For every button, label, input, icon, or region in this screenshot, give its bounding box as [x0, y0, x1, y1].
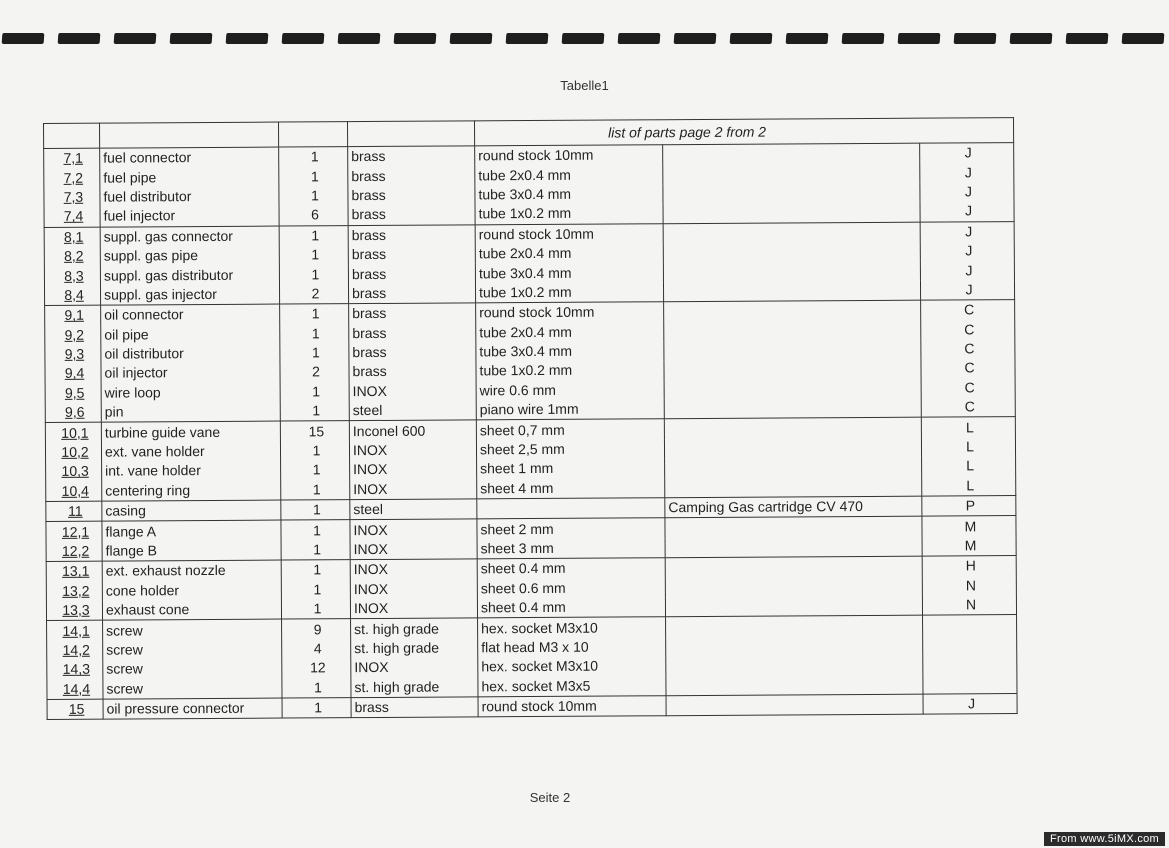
part-name-cell: oil pipe: [101, 324, 280, 344]
quantity-cell: 1: [279, 167, 348, 187]
part-name-cell: suppl. gas distributor: [100, 265, 279, 285]
material-cell: brass: [349, 303, 476, 324]
part-number-cell: 14,4: [47, 679, 103, 699]
supplier-code-cell: M: [922, 516, 1016, 536]
specification-cell: round stock 10mm: [478, 696, 666, 718]
part-name-cell: suppl. gas connector: [100, 226, 279, 247]
supplier-code-cell: L: [922, 476, 1016, 496]
part-number-cell: 10,3: [46, 462, 102, 482]
supplier-code-cell: [923, 635, 1017, 655]
part-number-cell: 10,4: [46, 481, 102, 501]
remark-cell: [664, 359, 921, 380]
material-cell: INOX: [350, 460, 477, 480]
specification-cell: tube 3x0.4 mm: [475, 263, 663, 284]
remark-cell: [665, 556, 922, 577]
part-number-cell: 14,1: [47, 621, 103, 641]
part-number-cell: 8,1: [44, 227, 100, 247]
part-name-cell: ext. vane holder: [101, 441, 280, 461]
supplier-code-cell: J: [920, 201, 1014, 221]
quantity-cell: 1: [282, 678, 351, 698]
supplier-code-cell: C: [921, 358, 1015, 378]
part-name-cell: screw: [103, 619, 282, 640]
remark-cell: [664, 378, 921, 399]
part-number-cell: 15: [47, 699, 103, 720]
part-name-cell: oil injector: [101, 363, 280, 383]
part-name-cell: fuel distributor: [100, 186, 279, 206]
specification-cell: tube 1x0.2 mm: [476, 361, 664, 382]
part-name-cell: flange B: [102, 540, 281, 561]
remark-cell: [665, 576, 922, 597]
material-cell: st. high grade: [351, 638, 478, 658]
remark-cell: [663, 163, 920, 184]
remark-cell: [666, 655, 923, 676]
material-cell: brass: [348, 205, 475, 226]
remark-cell: [663, 222, 920, 243]
part-number-cell: 12,1: [46, 522, 102, 542]
remark-cell: [663, 143, 920, 164]
supplier-code-cell: H: [922, 556, 1016, 576]
material-cell: INOX: [350, 598, 477, 619]
perforation-strip: [0, 33, 1169, 47]
remark-cell: [664, 418, 921, 439]
part-name-cell: fuel pipe: [100, 167, 279, 187]
supplier-code-cell: P: [922, 496, 1016, 517]
part-number-cell: 7,1: [44, 148, 100, 168]
remark-cell: [663, 280, 920, 301]
quantity-cell: 1: [280, 343, 349, 363]
part-number-cell: 14,2: [47, 640, 103, 660]
part-name-cell: pin: [101, 402, 280, 423]
quantity-cell: 12: [282, 658, 351, 678]
specification-cell: sheet 0,7 mm: [476, 419, 664, 440]
part-name-cell: exhaust cone: [102, 600, 281, 621]
remark-cell: [664, 398, 921, 419]
specification-cell: sheet 2 mm: [477, 518, 665, 539]
part-number-cell: 7,4: [44, 207, 100, 227]
specification-cell: sheet 0.6 mm: [477, 578, 665, 599]
specification-cell: sheet 1 mm: [477, 458, 665, 479]
material-cell: INOX: [349, 440, 476, 460]
specification-cell: [477, 498, 665, 520]
specification-cell: sheet 2,5 mm: [476, 439, 664, 460]
remark-cell: [665, 536, 922, 557]
part-name-cell: turbine guide vane: [101, 422, 280, 443]
quantity-cell: 1: [280, 382, 349, 402]
material-cell: brass: [348, 185, 475, 205]
supplier-code-cell: [923, 615, 1017, 635]
quantity-cell: 1: [281, 580, 350, 600]
remark-cell: [663, 261, 920, 282]
material-cell: st. high grade: [351, 677, 478, 698]
quantity-cell: 1: [280, 441, 349, 461]
supplier-code-cell: J: [920, 143, 1014, 163]
table-header-title: list of parts page 2 from 2: [608, 123, 767, 141]
material-cell: brass: [348, 166, 475, 186]
specification-cell: tube 1x0.2 mm: [475, 282, 663, 303]
part-name-cell: screw: [103, 659, 282, 679]
specification-cell: tube 2x0.4 mm: [476, 322, 664, 343]
quantity-cell: 1: [279, 245, 348, 265]
part-name-cell: oil connector: [101, 304, 280, 325]
material-cell: brass: [348, 244, 475, 264]
remark-cell: [664, 300, 921, 321]
part-number-cell: 9,4: [45, 364, 101, 384]
supplier-code-cell: J: [920, 260, 1014, 280]
supplier-code-cell: M: [922, 536, 1016, 556]
material-cell: INOX: [350, 519, 477, 540]
material-cell: brass: [348, 264, 475, 284]
part-number-cell: 10,1: [45, 423, 101, 443]
part-number-cell: 12,2: [46, 541, 102, 561]
remark-cell: [663, 202, 920, 223]
specification-cell: round stock 10mm: [475, 145, 663, 166]
supplier-code-cell: N: [922, 576, 1016, 596]
specification-cell: wire 0.6 mm: [476, 380, 664, 401]
part-name-cell: fuel connector: [100, 147, 279, 168]
material-cell: steel: [349, 400, 476, 421]
remark-cell: [664, 340, 921, 361]
part-name-cell: flange A: [102, 520, 281, 541]
part-number-cell: 8,4: [44, 285, 100, 305]
supplier-code-cell: C: [921, 397, 1015, 417]
quantity-cell: 1: [279, 225, 348, 245]
remark-cell: Camping Gas cartridge CV 470: [665, 496, 922, 518]
part-number-cell: 9,2: [45, 325, 101, 345]
quantity-cell: 1: [281, 520, 350, 540]
watermark: From www.5iMX.com: [1044, 832, 1165, 846]
remark-cell: [663, 242, 920, 263]
quantity-cell: 9: [282, 619, 351, 639]
quantity-cell: 1: [282, 698, 351, 719]
material-cell: INOX: [350, 559, 477, 580]
quantity-cell: 1: [281, 599, 350, 619]
material-cell: INOX: [350, 579, 477, 599]
quantity-cell: 1: [280, 324, 349, 344]
part-number-cell: 9,6: [45, 403, 101, 423]
supplier-code-cell: J: [920, 280, 1014, 300]
supplier-code-cell: N: [922, 595, 1016, 615]
part-name-cell: casing: [102, 500, 281, 521]
quantity-cell: 1: [280, 304, 349, 324]
material-cell: brass: [349, 323, 476, 343]
part-name-cell: screw: [103, 678, 282, 699]
material-cell: brass: [348, 224, 475, 245]
quantity-cell: 2: [279, 284, 348, 304]
remark-cell: [666, 635, 923, 656]
supplier-code-cell: C: [921, 300, 1015, 320]
specification-cell: tube 2x0.4 mm: [475, 165, 663, 186]
part-name-cell: centering ring: [102, 480, 281, 501]
material-cell: INOX: [349, 381, 476, 401]
quantity-cell: 1: [281, 460, 350, 480]
supplier-code-cell: C: [921, 339, 1015, 359]
quantity-cell: 1: [281, 540, 350, 560]
supplier-code-cell: C: [921, 378, 1015, 398]
supplier-code-cell: [923, 674, 1017, 694]
part-name-cell: fuel injector: [100, 206, 279, 227]
remark-cell: [665, 476, 922, 497]
specification-cell: sheet 4 mm: [477, 478, 665, 499]
specification-cell: tube 1x0.2 mm: [475, 203, 663, 224]
part-name-cell: int. vane holder: [102, 461, 281, 481]
part-name-cell: ext. exhaust nozzle: [102, 560, 281, 581]
part-number-cell: 7,3: [44, 187, 100, 207]
remark-cell: [665, 596, 922, 617]
part-number-cell: 9,1: [45, 305, 101, 325]
quantity-cell: 15: [280, 421, 349, 441]
material-cell: brass: [348, 146, 475, 167]
material-cell: INOX: [350, 479, 477, 500]
part-number-cell: 8,3: [44, 266, 100, 286]
part-number-cell: 11: [46, 501, 102, 522]
part-name-cell: wire loop: [101, 382, 280, 402]
supplier-code-cell: J: [920, 182, 1014, 202]
remark-cell: [666, 616, 923, 637]
part-number-cell: 10,2: [45, 443, 101, 463]
material-cell: brass: [351, 697, 478, 718]
specification-cell: round stock 10mm: [476, 302, 664, 323]
part-name-cell: suppl. gas pipe: [100, 246, 279, 266]
part-number-cell: 14,3: [47, 660, 103, 680]
quantity-cell: 1: [279, 186, 348, 206]
specification-cell: round stock 10mm: [475, 223, 663, 244]
quantity-cell: 1: [281, 560, 350, 580]
quantity-cell: 4: [282, 639, 351, 659]
specification-cell: piano wire 1mm: [476, 399, 664, 420]
part-name-cell: oil pressure connector: [103, 698, 282, 719]
part-name-cell: screw: [103, 639, 282, 659]
specification-cell: tube 2x0.4 mm: [475, 243, 663, 264]
part-number-cell: 7,2: [44, 168, 100, 188]
material-cell: brass: [349, 342, 476, 362]
parts-table: [43, 117, 1018, 720]
specification-cell: sheet 0.4 mm: [477, 597, 665, 618]
material-cell: INOX: [350, 539, 477, 560]
part-number-cell: 9,5: [45, 383, 101, 403]
supplier-code-cell: J: [920, 162, 1014, 182]
material-cell: brass: [348, 283, 475, 304]
page-footer: Seite 2: [529, 790, 571, 805]
supplier-code-cell: J: [920, 241, 1014, 261]
part-number-cell: 13,2: [46, 581, 102, 601]
quantity-cell: 1: [279, 264, 348, 284]
supplier-code-cell: C: [921, 320, 1015, 340]
material-cell: INOX: [351, 658, 478, 678]
quantity-cell: 1: [281, 480, 350, 500]
part-number-cell: 8,2: [44, 247, 100, 267]
material-cell: steel: [350, 499, 477, 520]
part-name-cell: oil distributor: [101, 343, 280, 363]
remark-cell: [666, 694, 923, 716]
quantity-cell: 1: [280, 401, 349, 421]
specification-cell: tube 3x0.4 mm: [475, 184, 663, 205]
remark-cell: [664, 437, 921, 458]
supplier-code-cell: L: [922, 456, 1016, 476]
material-cell: brass: [349, 362, 476, 382]
specification-cell: hex. socket M3x10: [478, 617, 666, 638]
part-name-cell: cone holder: [102, 580, 281, 600]
part-number-cell: 13,3: [46, 601, 102, 621]
specification-cell: hex. socket M3x5: [478, 676, 666, 697]
part-name-cell: suppl. gas injector: [100, 284, 279, 305]
supplier-code-cell: J: [920, 221, 1014, 241]
quantity-cell: 2: [280, 362, 349, 382]
part-number-cell: 9,3: [45, 345, 101, 365]
material-cell: Inconel 600: [349, 420, 476, 441]
specification-cell: flat head M3 x 10: [478, 637, 666, 658]
specification-cell: tube 3x0.4 mm: [476, 341, 664, 362]
part-number-cell: 13,1: [46, 561, 102, 581]
supplier-code-cell: [923, 654, 1017, 674]
remark-cell: [663, 182, 920, 203]
quantity-cell: 6: [279, 205, 348, 225]
remark-cell: [666, 674, 923, 695]
quantity-cell: 1: [281, 500, 350, 521]
page-title: Tabelle1: [560, 78, 609, 93]
remark-cell: [665, 457, 922, 478]
supplier-code-cell: L: [921, 417, 1015, 437]
quantity-cell: 1: [279, 147, 348, 167]
supplier-code-cell: L: [921, 437, 1015, 457]
remark-cell: [665, 517, 922, 538]
supplier-code-cell: J: [923, 693, 1017, 714]
specification-cell: sheet 0.4 mm: [477, 558, 665, 579]
material-cell: st. high grade: [351, 618, 478, 639]
remark-cell: [664, 320, 921, 341]
specification-cell: sheet 3 mm: [477, 538, 665, 559]
specification-cell: hex. socket M3x10: [478, 656, 666, 677]
